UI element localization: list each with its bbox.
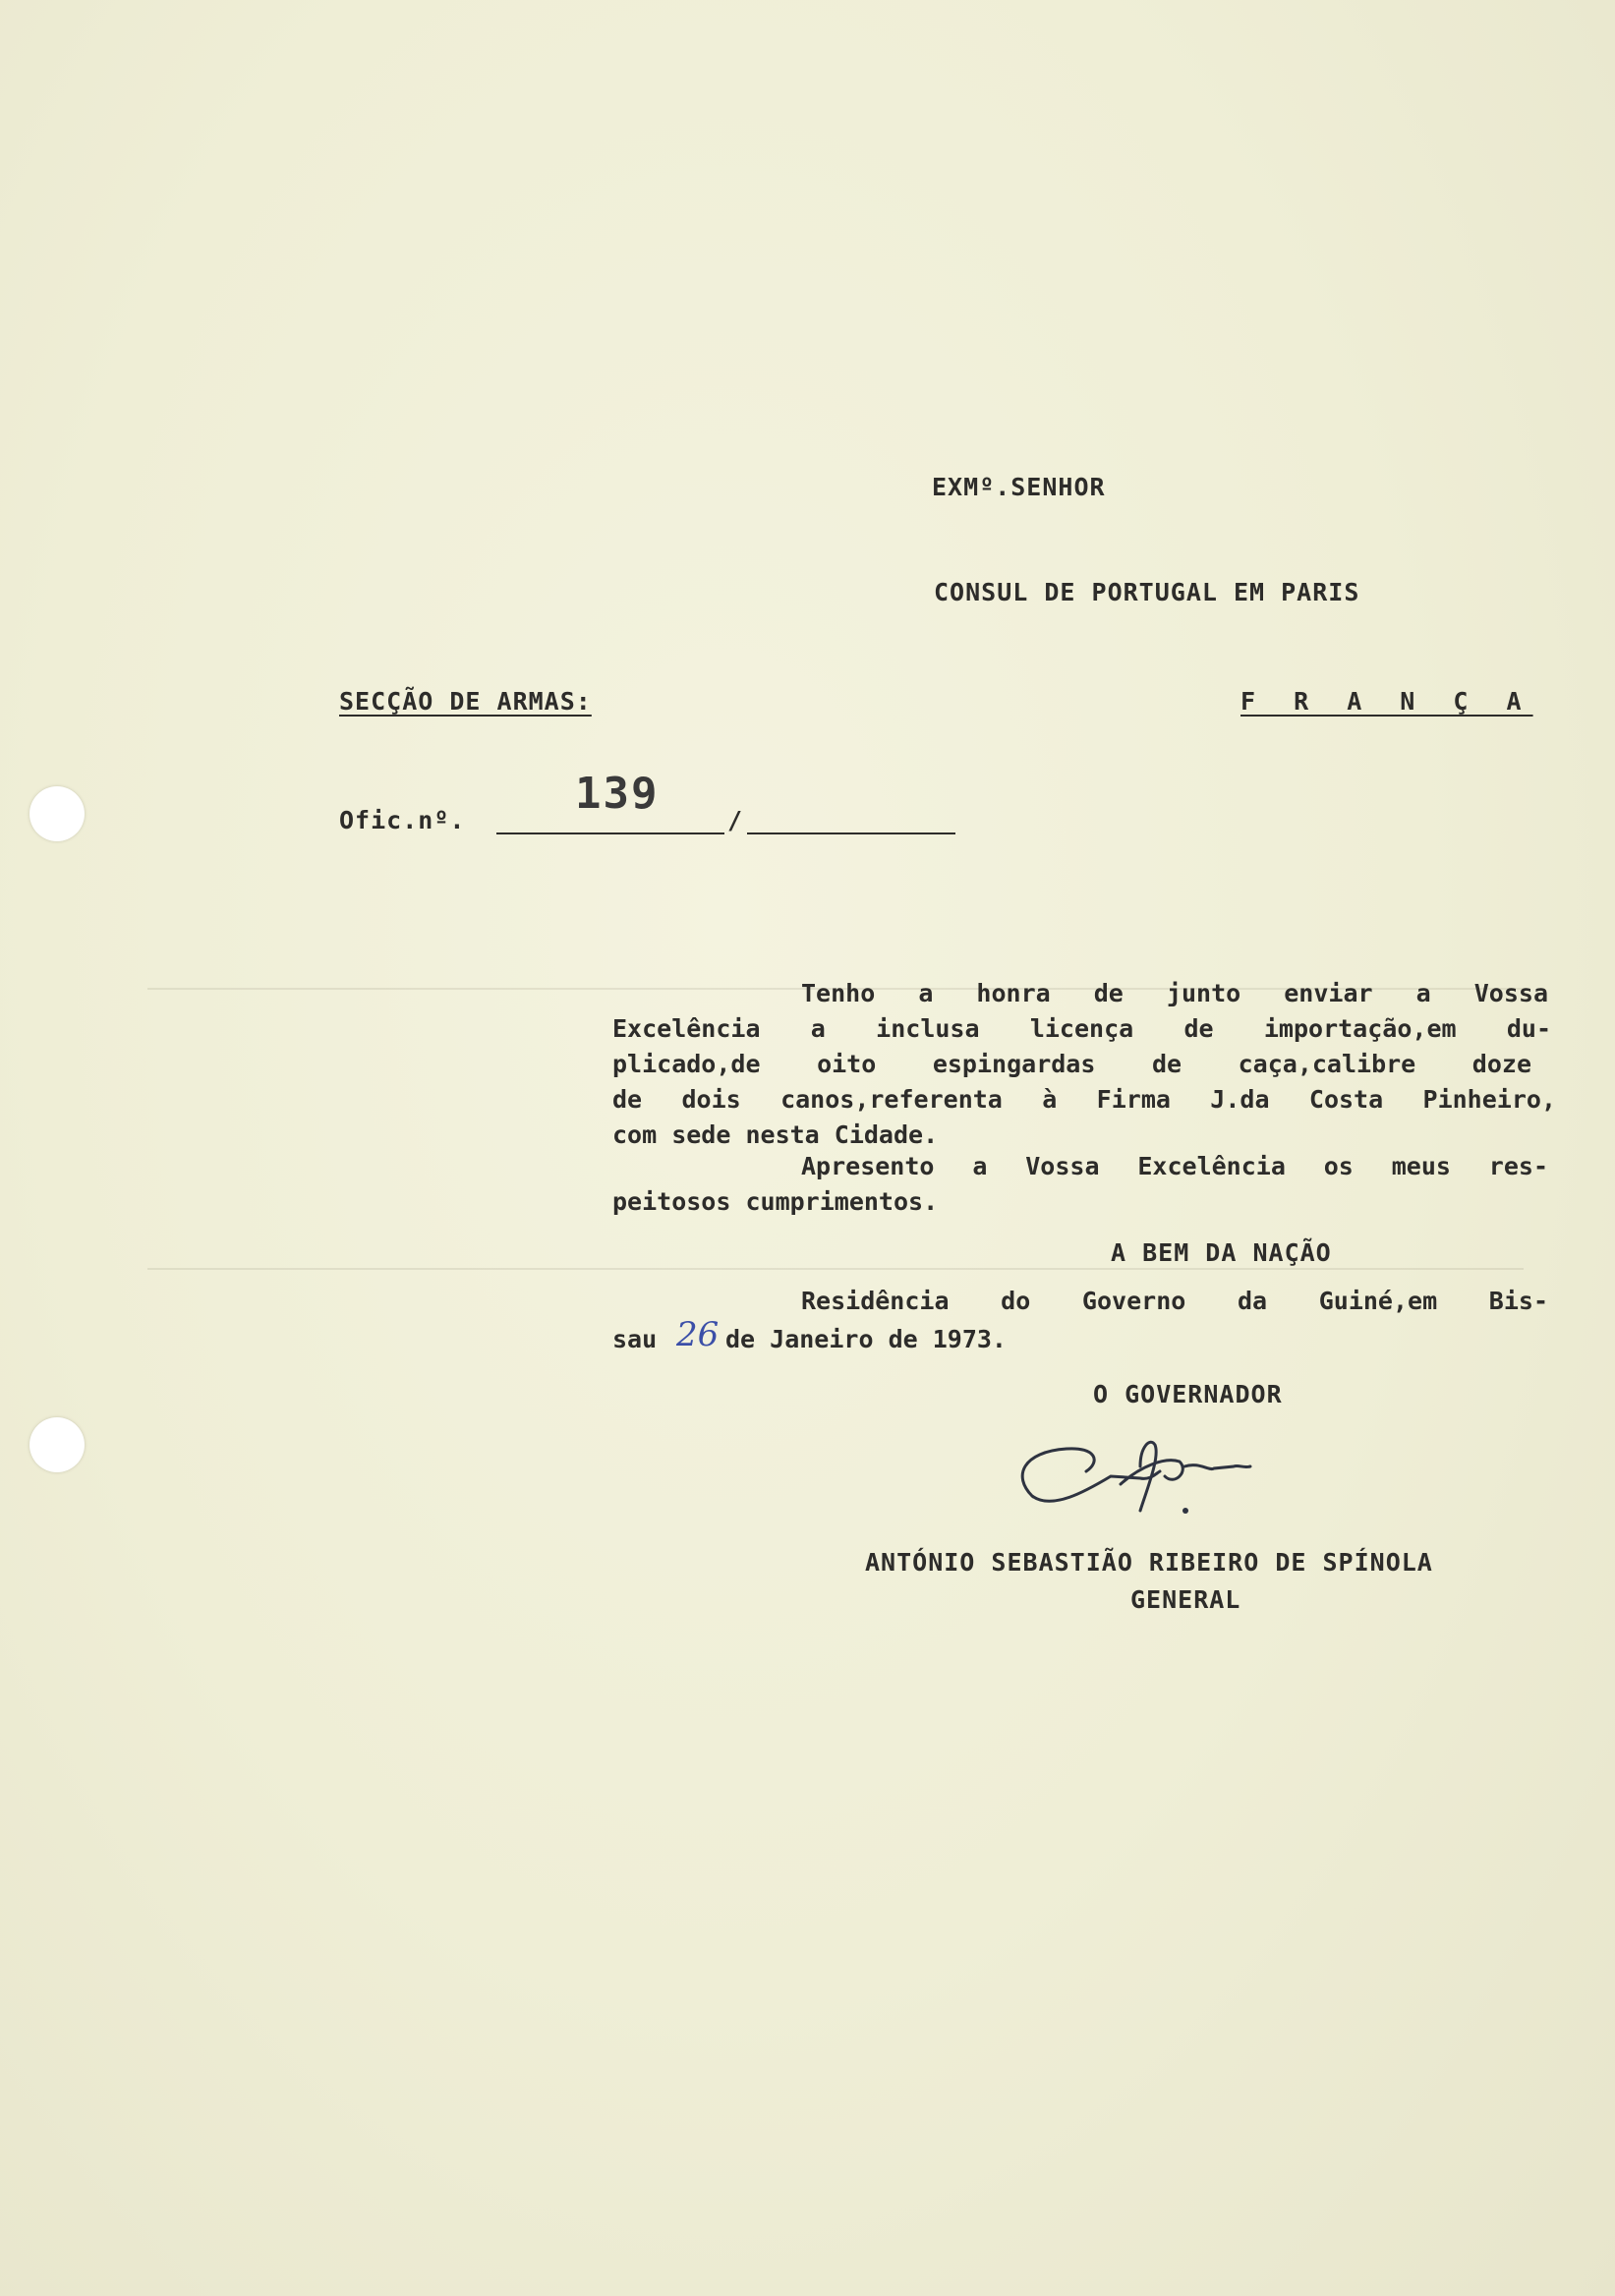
- office-number-rule: [496, 832, 724, 834]
- country: F R A N Ç A: [1240, 687, 1533, 716]
- body-line: plicado,de oito espingardas de caça,calibre doze: [612, 1050, 1531, 1078]
- place-line: Residência do Governo da Guiné,em Bis-: [801, 1287, 1548, 1315]
- date-suffix: de Janeiro de 1973.: [725, 1325, 1007, 1353]
- signatory-title: O GOVERNADOR: [1093, 1380, 1283, 1408]
- motto: A BEM DA NAÇÃO: [1111, 1238, 1332, 1267]
- paper-crease: [147, 1268, 1524, 1270]
- body-line: de dois canos,referenta à Firma J.da Costa Pinheiro,: [612, 1085, 1556, 1114]
- body-line: peitosos cumprimentos.: [612, 1187, 939, 1216]
- salutation: EXMº.SENHOR: [932, 473, 1106, 501]
- date-day-handwritten: 26: [676, 1315, 720, 1354]
- signatory-rank: GENERAL: [1130, 1585, 1241, 1614]
- date-prefix: sau: [612, 1325, 658, 1353]
- handwritten-signature: [993, 1417, 1307, 1535]
- signatory-name: ANTÓNIO SEBASTIÃO RIBEIRO DE SPÍNOLA: [865, 1548, 1433, 1577]
- body-line: Tenho a honra de junto enviar a Vossa: [801, 979, 1548, 1007]
- office-label: Ofic.nº.: [339, 806, 466, 834]
- office-separator: /: [727, 806, 744, 834]
- office-year-rule: [747, 832, 955, 834]
- recipient: CONSUL DE PORTUGAL EM PARIS: [934, 578, 1360, 606]
- punch-hole-top: [29, 786, 85, 841]
- body-line: Apresento a Vossa Excelência os meus res-: [801, 1152, 1548, 1180]
- body-line: Excelência a inclusa licença de importação,em du-: [612, 1014, 1551, 1043]
- office-number: 139: [575, 769, 660, 819]
- section-heading: SECÇÃO DE ARMAS:: [339, 687, 592, 716]
- body-line: com sede nesta Cidade.: [612, 1120, 939, 1149]
- punch-hole-bottom: [29, 1417, 85, 1472]
